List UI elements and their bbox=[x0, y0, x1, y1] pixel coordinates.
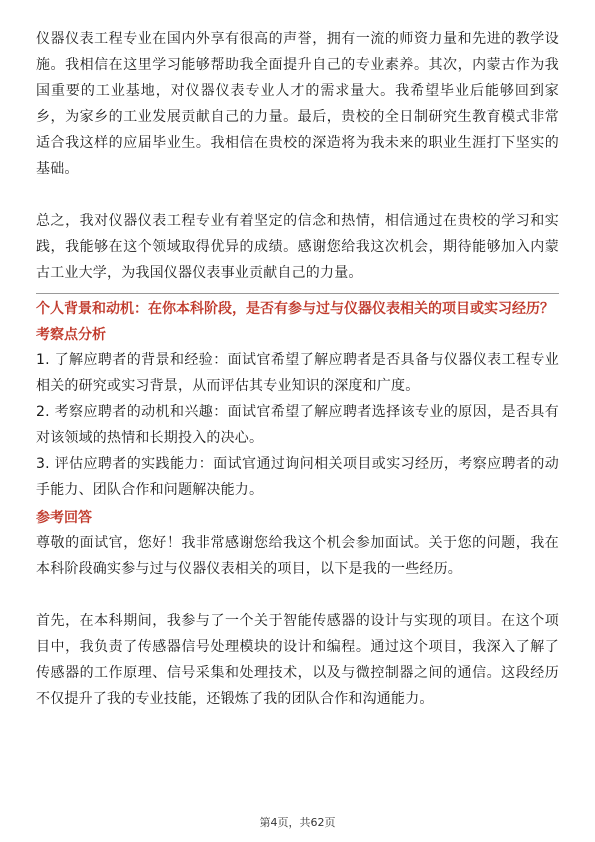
question-heading: 个人背景和动机：在你本科阶段，是否有参与过与仪器仪表相关的项目或实习经历？ bbox=[36, 301, 554, 317]
answer-title: 参考回答 bbox=[36, 510, 92, 526]
analysis-title: 考察点分析 bbox=[36, 327, 106, 343]
analysis-item-2: 2. 考察应聘者的动机和兴趣：面试官希望了解应聘者选择该专业的原因，是否具有对该领域的热情和长期投入的决心。 bbox=[36, 404, 559, 446]
paragraph-gap bbox=[36, 182, 559, 208]
page-number: 第4页，共62页 bbox=[259, 816, 336, 829]
answer-paragraph-2: 首先，在本科期间，我参与了一个关于智能传感器的设计与实现的项目。在这个项目中，我负责了传感器信号处理模块的设计和编程。通过这个项目，我深入了解了传感器的工作原理、信号采集和处理技术，以及与微控制器之间的通信。这段经历不仅提升了我的专业技能，还锻炼了我的团队合作和沟通能力。 bbox=[36, 613, 559, 707]
analysis-item-1: 1. 了解应聘者的背景和经验：面试官希望了解应聘者是否具备与仪器仪表工程专业相关的研究或实习背景，从而评估其专业知识的深度和广度。 bbox=[36, 352, 559, 394]
answer-paragraph-1: 尊敬的面试官，您好！我非常感谢您给我这个机会参加面试。关于您的问题，我在本科阶段确实参与过与仪器仪表相关的项目，以下是我的一些经历。 bbox=[36, 535, 559, 577]
intro-paragraph-1: 仪器仪表工程专业在国内外享有很高的声誉，拥有一流的师资力量和先进的教学设施。我相信在这里学习能够帮助我全面提升自己的专业素养。其次，内蒙古作为我国重要的工业基地，对仪器仪表专业人才的需求量大。我希望毕业后能够回到家乡，为家乡的工业发展贡献自己的力量。最后，贵校的全日制研究生教育模式非常适合我这样的应届毕业生。我相信在贵校的深造将为我未来的职业生涯打下坚实的基础。 bbox=[36, 31, 559, 177]
analysis-item-3: 3. 评估应聘者的实践能力：面试官通过询问相关项目或实习经历，考察应聘者的动手能力、团队合作和问题解决能力。 bbox=[36, 456, 559, 498]
intro-paragraph-2: 总之，我对仪器仪表工程专业有着坚定的信念和热情，相信通过在贵校的学习和实践，我能够在这个领域取得优异的成绩。感谢您给我这次机会，期待能够加入内蒙古工业大学，为我国仪器仪表事业贡献自己的力量。 bbox=[36, 213, 559, 281]
section-divider bbox=[36, 293, 559, 294]
paragraph-gap bbox=[36, 582, 559, 608]
page-body bbox=[36, 26, 559, 712]
